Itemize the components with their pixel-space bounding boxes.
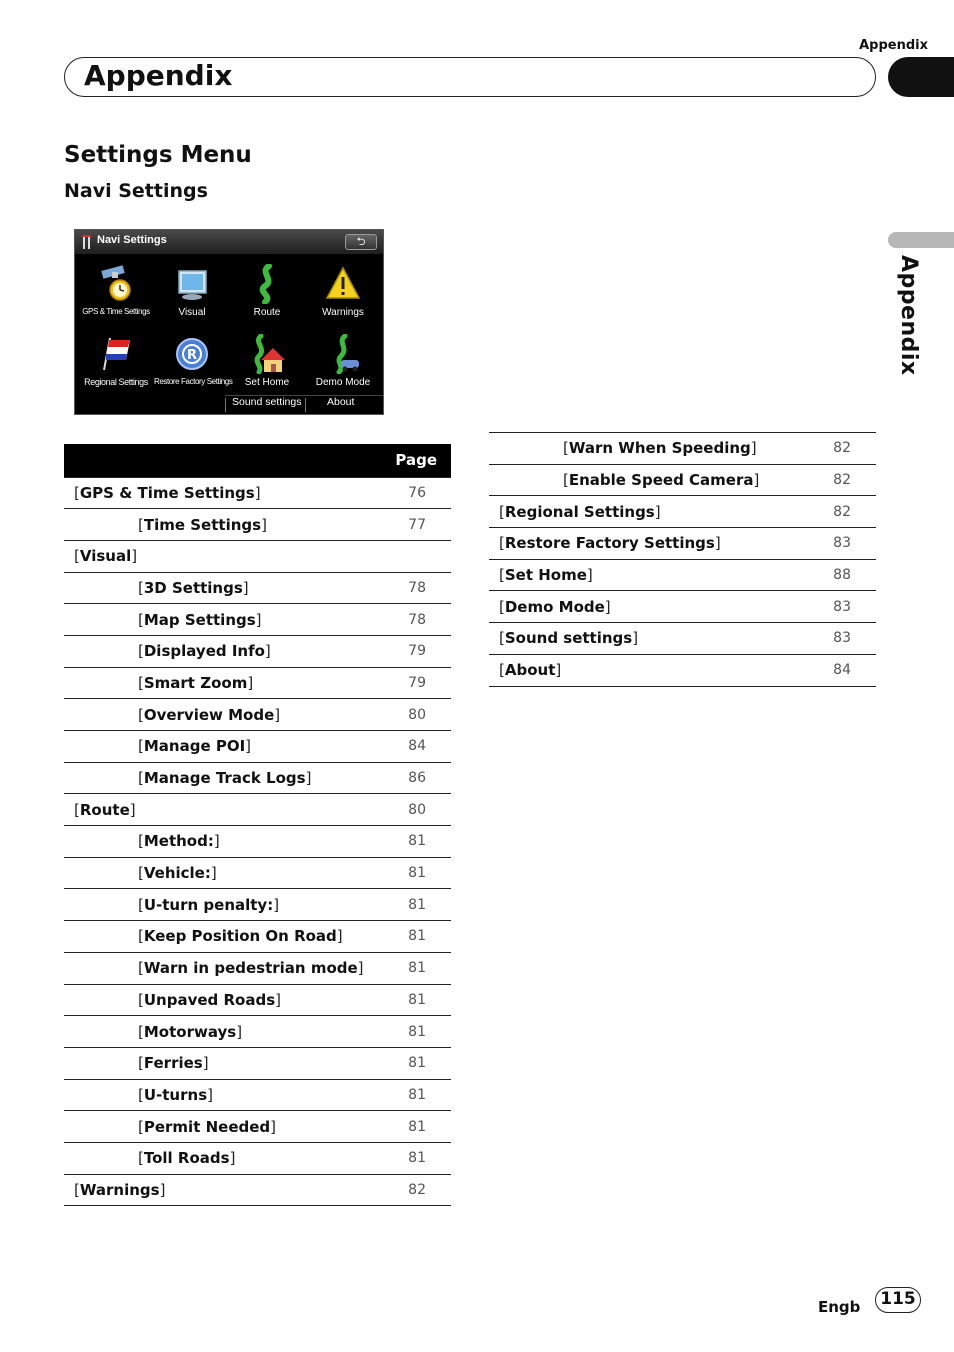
setting-label: Motorways xyxy=(143,1022,237,1041)
setting-label: Visual xyxy=(79,547,132,566)
setting-name xyxy=(489,464,816,496)
page-ref: 78 xyxy=(391,604,451,636)
setting-label: Vehicle: xyxy=(143,864,211,883)
setting-name xyxy=(64,794,391,826)
language-code: Engb xyxy=(818,1298,861,1316)
settings-table-left xyxy=(64,444,451,1206)
setting-name xyxy=(64,984,391,1016)
setting-label: 3D Settings xyxy=(143,578,243,597)
setting-label: Enable Speed Camera xyxy=(568,471,754,490)
bracket: [ xyxy=(138,990,144,1009)
page-ref: 86 xyxy=(391,762,451,794)
page-ref: 83 xyxy=(833,598,851,615)
bracket: [ xyxy=(499,502,505,521)
page-column-header: Page xyxy=(64,444,451,477)
bracket: [ xyxy=(138,1149,144,1168)
page-ref: 80 xyxy=(391,699,451,731)
setting-label: Method: xyxy=(143,832,214,851)
bracket: ] xyxy=(131,547,138,566)
table-row xyxy=(489,464,876,496)
table-row xyxy=(64,1111,451,1143)
footer-separator xyxy=(225,398,226,412)
tile-regional-settings[interactable] xyxy=(78,334,154,387)
bracket: [ xyxy=(74,1180,80,1199)
bracket: [ xyxy=(74,547,80,566)
bracket: ] xyxy=(129,800,136,819)
bracket: [ xyxy=(499,534,505,553)
bracket: ] xyxy=(254,483,261,502)
page-ref: 77 xyxy=(391,509,451,541)
setting-label: Ferries xyxy=(143,1054,203,1073)
setting-label: Unpaved Roads xyxy=(143,990,276,1009)
monitor-icon xyxy=(172,264,212,304)
tile-restore-factory-settings[interactable] xyxy=(154,334,233,386)
page-ref: 81 xyxy=(391,857,451,889)
route-icon xyxy=(247,264,287,304)
bracket: ] xyxy=(336,927,343,946)
tile-label: Route xyxy=(253,307,281,318)
table-row xyxy=(64,699,451,731)
bracket: ] xyxy=(207,1085,213,1104)
table-row xyxy=(64,604,451,636)
table-row xyxy=(64,667,451,699)
bracket: ] xyxy=(750,439,757,458)
setting-name xyxy=(489,654,816,686)
table-row xyxy=(489,433,876,465)
setting-label: Warn When Speeding xyxy=(568,439,751,458)
setting-name xyxy=(64,477,391,509)
bracket: [ xyxy=(138,1085,144,1104)
setting-label: Warnings xyxy=(79,1180,160,1199)
table-row xyxy=(489,528,876,560)
page-ref xyxy=(391,540,451,572)
restore-icon xyxy=(172,334,212,374)
table-row xyxy=(64,635,451,667)
setting-name xyxy=(64,667,391,699)
table-row xyxy=(64,1142,451,1174)
bracket: ] xyxy=(229,1149,236,1168)
flag-icon xyxy=(96,334,136,374)
footer-separator xyxy=(305,398,306,412)
setting-name xyxy=(64,762,391,794)
table-row xyxy=(489,496,876,528)
tile-set-home[interactable] xyxy=(229,334,305,388)
setting-name xyxy=(64,604,391,636)
tile-label: Regional Settings xyxy=(84,377,148,387)
table-row xyxy=(64,857,451,889)
page-number: 115 xyxy=(875,1287,921,1313)
table-row xyxy=(489,591,876,623)
setting-name xyxy=(64,1111,391,1143)
bracket: [ xyxy=(499,566,505,585)
running-header: Appendix xyxy=(859,38,928,53)
bracket: ] xyxy=(654,502,661,521)
bracket: ] xyxy=(202,1054,209,1073)
setting-name xyxy=(64,572,391,604)
setting-label: U-turn penalty: xyxy=(143,895,274,914)
screen-title: Navi Settings xyxy=(97,234,167,246)
bracket: ] xyxy=(245,737,252,756)
bracket: [ xyxy=(138,578,144,597)
back-arrow-icon: ⮌ xyxy=(356,235,366,248)
table-row xyxy=(64,477,451,509)
bracket: [ xyxy=(74,800,80,819)
setting-label: Displayed Info xyxy=(143,642,265,661)
setting-name xyxy=(64,731,391,763)
table-row xyxy=(64,572,451,604)
settings-table-right xyxy=(489,432,876,687)
bracket: ] xyxy=(274,705,281,724)
tile-label: GPS & Time Settings xyxy=(82,307,150,316)
table-row xyxy=(489,623,876,655)
tile-label: Restore Factory Settings xyxy=(154,377,233,386)
page-ref: 83 xyxy=(833,630,851,647)
bracket: ] xyxy=(632,629,639,648)
table-header xyxy=(64,444,451,477)
setting-name xyxy=(64,921,391,953)
tile-label: Warnings xyxy=(322,307,364,318)
bracket: [ xyxy=(138,705,144,724)
page-ref: 81 xyxy=(391,952,451,984)
bracket: [ xyxy=(138,1117,144,1136)
setting-name xyxy=(64,889,391,921)
back-button[interactable] xyxy=(345,234,377,250)
table-row xyxy=(64,1174,451,1206)
demo-icon xyxy=(323,334,363,374)
tile-route[interactable] xyxy=(229,264,305,318)
bracket: [ xyxy=(138,864,144,883)
setting-name xyxy=(64,509,391,541)
page-ref: 80 xyxy=(408,801,426,818)
table-row xyxy=(64,826,451,858)
bracket: [ xyxy=(138,895,144,914)
setting-label: GPS & Time Settings xyxy=(79,483,255,502)
table-row xyxy=(64,889,451,921)
bracket: [ xyxy=(563,439,569,458)
page-ref: 81 xyxy=(391,984,451,1016)
warning-icon xyxy=(323,264,363,304)
page-ref: 83 xyxy=(833,535,851,552)
table-row xyxy=(64,921,451,953)
setting-label: Sound settings xyxy=(504,629,633,648)
setting-name xyxy=(489,496,816,528)
home-icon xyxy=(247,334,287,374)
bracket: [ xyxy=(138,610,144,629)
setting-name xyxy=(489,433,816,465)
bracket: ] xyxy=(159,1180,166,1199)
bracket: [ xyxy=(138,737,144,756)
bracket: ] xyxy=(555,661,562,680)
screen-title-bar xyxy=(75,230,383,254)
setting-name xyxy=(64,1016,391,1048)
bracket: [ xyxy=(138,832,144,851)
table-row xyxy=(64,1016,451,1048)
setting-label: U-turns xyxy=(143,1085,208,1104)
tools-icon xyxy=(82,234,92,250)
bracket: ] xyxy=(255,610,262,629)
svg-text:R: R xyxy=(186,348,198,363)
setting-label: Warn in pedestrian mode xyxy=(143,959,358,978)
bracket: ] xyxy=(270,1117,276,1136)
bracket: ] xyxy=(586,566,593,585)
bracket: [ xyxy=(499,661,505,680)
table-row xyxy=(64,794,451,826)
setting-name xyxy=(64,826,391,858)
bracket: [ xyxy=(138,959,144,978)
setting-label: Demo Mode xyxy=(504,597,605,616)
setting-label: Time Settings xyxy=(143,515,262,534)
table-row xyxy=(489,559,876,591)
setting-name xyxy=(64,635,391,667)
sound-settings-button[interactable]: Sound settings xyxy=(232,396,302,408)
setting-name xyxy=(64,952,391,984)
setting-name xyxy=(64,1047,391,1079)
bracket: ] xyxy=(273,895,280,914)
page-ref: 79 xyxy=(391,635,451,667)
tile-gps-time-settings[interactable] xyxy=(78,264,154,316)
page-ref: 84 xyxy=(833,662,851,679)
setting-name xyxy=(64,540,391,572)
bracket: ] xyxy=(714,534,721,553)
setting-label: Regional Settings xyxy=(504,502,655,521)
setting-name xyxy=(489,623,816,655)
navi-settings-screenshot xyxy=(74,229,384,415)
bracket: ] xyxy=(247,673,254,692)
table-row xyxy=(64,1047,451,1079)
bracket: ] xyxy=(210,864,217,883)
bracket: ] xyxy=(213,832,220,851)
setting-name xyxy=(64,1142,391,1174)
tile-label: Visual xyxy=(178,307,206,318)
page-ref: 81 xyxy=(391,1111,451,1143)
side-tab-label: Appendix xyxy=(896,255,921,376)
setting-label: Manage Track Logs xyxy=(143,769,306,788)
setting-label: Map Settings xyxy=(143,610,256,629)
setting-label: Toll Roads xyxy=(143,1149,230,1168)
setting-label: Overview Mode xyxy=(143,705,275,724)
tile-label: Demo Mode xyxy=(315,377,371,388)
setting-name xyxy=(489,591,816,623)
bracket: [ xyxy=(499,629,505,648)
bracket: ] xyxy=(604,597,611,616)
bracket: [ xyxy=(563,471,569,490)
bracket: ] xyxy=(242,578,249,597)
tile-warnings[interactable] xyxy=(305,264,381,318)
setting-label: Smart Zoom xyxy=(143,673,248,692)
bracket: ] xyxy=(264,642,271,661)
setting-label: Route xyxy=(79,800,130,819)
tile-demo-mode[interactable] xyxy=(305,334,381,388)
setting-name xyxy=(64,699,391,731)
chapter-title: Appendix xyxy=(84,59,233,92)
page-ref: 81 xyxy=(391,889,451,921)
setting-label: Restore Factory Settings xyxy=(504,534,715,553)
setting-label: Permit Needed xyxy=(143,1117,271,1136)
bracket: [ xyxy=(138,673,144,692)
side-tab-marker xyxy=(888,232,954,248)
page-ref: 81 xyxy=(391,1016,451,1048)
subsection-heading: Navi Settings xyxy=(64,180,208,202)
chapter-tab-marker xyxy=(888,57,954,97)
table-row xyxy=(64,1079,451,1111)
setting-label: About xyxy=(504,661,556,680)
setting-label: Set Home xyxy=(504,566,587,585)
bracket: ] xyxy=(261,515,267,534)
page-ref: 82 xyxy=(816,464,876,496)
table-row xyxy=(64,731,451,763)
bracket: [ xyxy=(138,1022,144,1041)
bracket: [ xyxy=(74,483,80,502)
bracket: [ xyxy=(138,769,144,788)
tile-label: Set Home xyxy=(244,377,290,388)
bracket: ] xyxy=(357,959,364,978)
table-row xyxy=(64,984,451,1016)
bracket: ] xyxy=(753,471,760,490)
about-button[interactable]: About xyxy=(327,396,355,408)
bracket: ] xyxy=(236,1022,243,1041)
page-ref: 82 xyxy=(816,433,876,465)
page-ref: 81 xyxy=(391,921,451,953)
setting-name xyxy=(64,857,391,889)
page-ref: 81 xyxy=(391,1142,451,1174)
page-ref: 79 xyxy=(391,667,451,699)
page-ref: 81 xyxy=(391,826,451,858)
gps-time-icon xyxy=(96,264,136,304)
page-ref: 81 xyxy=(391,1047,451,1079)
setting-name xyxy=(64,1174,391,1206)
page-ref: 81 xyxy=(391,1079,451,1111)
page-ref: 84 xyxy=(391,731,451,763)
bracket: [ xyxy=(138,1054,144,1073)
bracket: [ xyxy=(138,642,144,661)
tile-visual[interactable] xyxy=(154,264,230,318)
page-ref: 78 xyxy=(391,572,451,604)
table-row xyxy=(64,540,451,572)
bracket: ] xyxy=(275,990,281,1009)
page-ref: 76 xyxy=(408,484,426,501)
bracket: [ xyxy=(138,927,144,946)
bracket: [ xyxy=(499,597,505,616)
page-ref: 82 xyxy=(408,1181,426,1198)
page-ref: 88 xyxy=(833,567,851,584)
section-heading: Settings Menu xyxy=(64,142,252,168)
bracket: [ xyxy=(138,515,144,534)
table-row xyxy=(64,509,451,541)
bracket: ] xyxy=(305,769,312,788)
page-ref: 82 xyxy=(833,503,851,520)
setting-name xyxy=(489,559,816,591)
setting-name xyxy=(489,528,816,560)
setting-name xyxy=(64,1079,391,1111)
setting-label: Keep Position On Road xyxy=(143,927,337,946)
table-row xyxy=(64,952,451,984)
table-row xyxy=(489,654,876,686)
setting-label: Manage POI xyxy=(143,737,246,756)
table-row xyxy=(64,762,451,794)
